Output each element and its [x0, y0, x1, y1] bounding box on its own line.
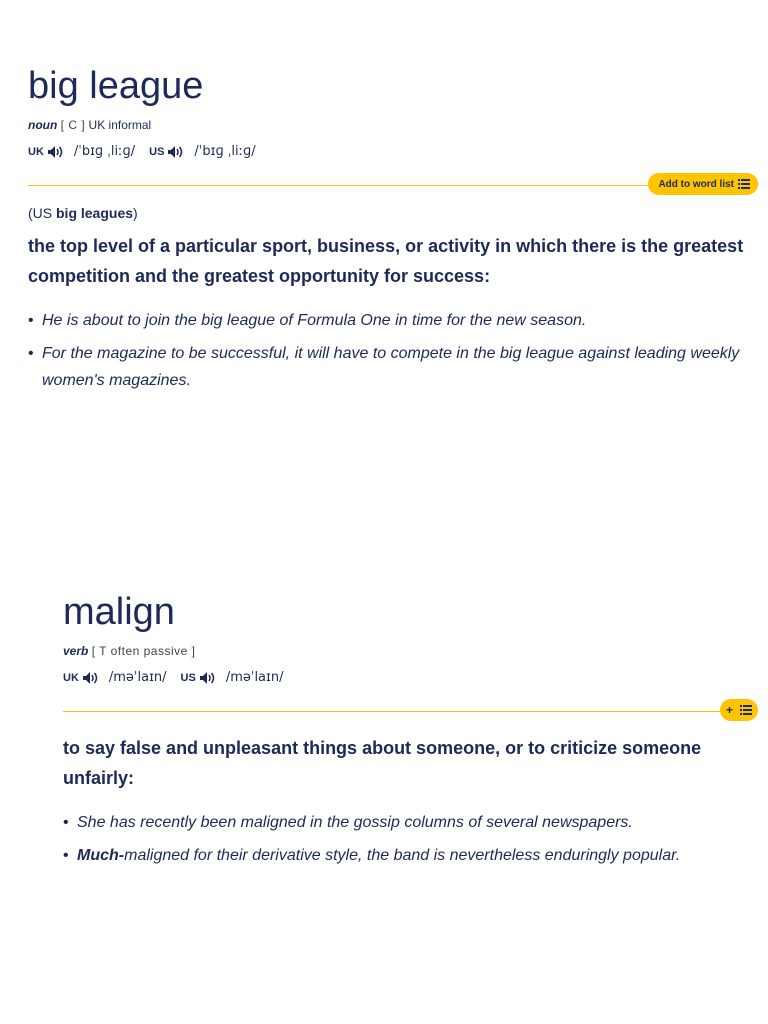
example-list	[63, 809, 758, 869]
add-to-word-list-label: Add to word list	[658, 178, 734, 190]
example-sentence: • For the magazine to be successful, it will have to compete in the big league against leading weekly women's magazines.	[28, 340, 758, 394]
variant-form	[28, 205, 758, 221]
speaker-icon[interactable]	[82, 671, 100, 685]
headword: malign	[63, 591, 175, 633]
variant-prefix: (US	[28, 205, 56, 221]
variant-suffix: )	[133, 205, 138, 221]
usage-label: UK informal	[88, 118, 152, 132]
grammar-code: [ C ]	[60, 118, 86, 132]
part-of-speech: verb	[63, 644, 89, 658]
pronunciation	[28, 144, 758, 159]
pos-line	[28, 118, 758, 132]
headword: big league	[28, 65, 204, 107]
ipa-uk: /ˈbɪɡ ˌliːɡ/	[73, 144, 136, 159]
region-us: US	[149, 145, 165, 158]
example-sentence: • She has recently been maligned in the gossip columns of several newspapers.	[63, 809, 758, 836]
definition: to say false and unpleasant things about someone, or to criticize someone unfairly:	[63, 738, 702, 788]
region-us: US	[180, 671, 196, 684]
divider-row	[63, 699, 758, 723]
word-list-icon	[740, 705, 752, 715]
word-list-icon	[738, 179, 750, 189]
example-list	[28, 307, 758, 394]
ipa-uk: /məˈlaɪn/	[108, 670, 167, 685]
speaker-icon[interactable]	[199, 671, 217, 685]
grammar-code: [ T often passive ]	[91, 644, 196, 658]
speaker-icon[interactable]	[167, 145, 185, 159]
entry-malign	[63, 588, 758, 875]
variant-word: big leagues	[56, 205, 134, 221]
speaker-icon[interactable]	[47, 145, 65, 159]
ipa-us: /məˈlaɪn/	[225, 670, 284, 685]
region-uk: UK	[28, 145, 44, 158]
part-of-speech: noun	[28, 118, 58, 132]
add-to-word-list-button[interactable]	[648, 173, 758, 195]
ipa-us: /ˈbɪɡ ˌliːɡ/	[194, 144, 256, 159]
pos-line	[63, 644, 758, 658]
divider	[63, 711, 758, 712]
example-sentence: • He is about to join the big league of Formula One in time for the new season.	[28, 307, 758, 334]
example-rest: maligned for their derivative style, the band is nevertheless enduringly popular.	[124, 847, 681, 864]
entry-big-league	[28, 62, 758, 400]
plus-icon: +	[725, 703, 733, 717]
add-to-word-list-button[interactable]	[720, 699, 758, 721]
definition: the top level of a particular sport, business, or activity in which there is the greatest competition and the greatest opportunity for success:	[28, 236, 744, 286]
pronunciation	[63, 670, 758, 685]
example-lead-word: Much-	[77, 847, 125, 864]
example-sentence	[63, 842, 758, 869]
divider-row	[28, 173, 758, 197]
region-uk: UK	[63, 671, 79, 684]
